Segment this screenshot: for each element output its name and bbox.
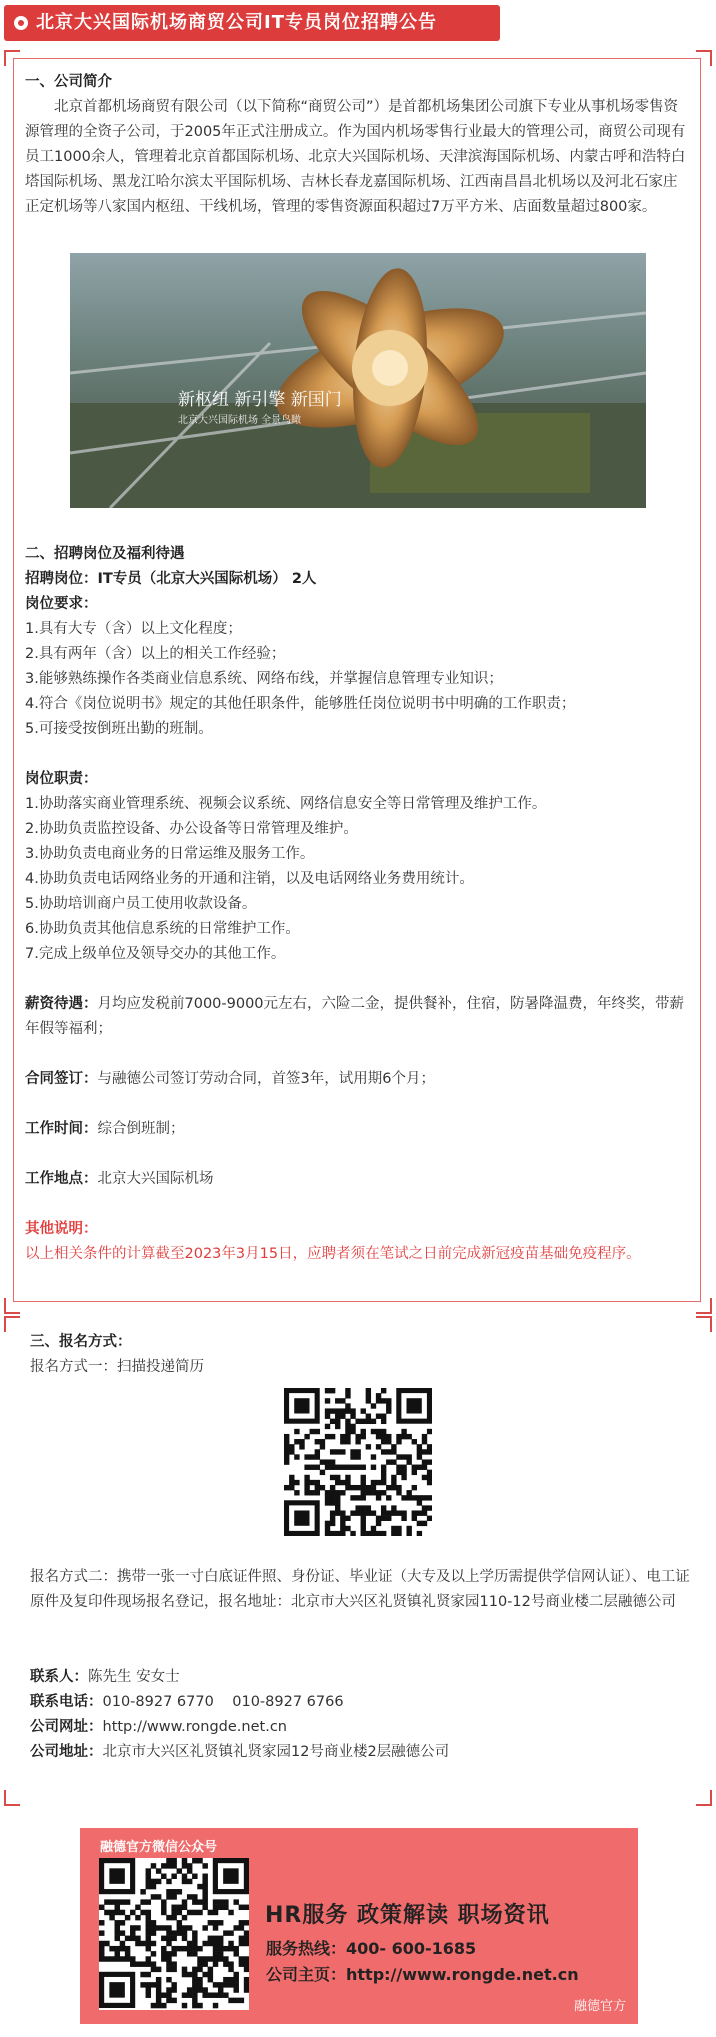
contact-label: 联系人：	[30, 1669, 88, 1685]
qr-code-icon[interactable]	[284, 1388, 432, 1536]
banner-header: 融德官方微信公众号	[100, 1840, 218, 1855]
contract-line	[25, 1067, 435, 1092]
banner-homepage: 公司主页：http://www.rongde.net.cn	[266, 1965, 579, 1984]
worktime-line	[25, 1117, 185, 1142]
phone-line	[30, 1690, 344, 1715]
website-line	[30, 1715, 287, 1740]
contract-value: 与融德公司签订劳动合同，首签3年，试用期6个月；	[97, 1071, 435, 1087]
salary-label: 薪资待遇：	[25, 996, 98, 1012]
other-notes-label: 其他说明：	[25, 1221, 98, 1237]
address-value: 北京市大兴区礼贤镇礼贤家园12号商业楼2层融德公司	[102, 1744, 450, 1760]
wechat-qr-image	[99, 1858, 249, 2010]
bullet-icon	[14, 16, 28, 30]
section-heading-jobs: 二、招聘岗位及福利待遇	[25, 546, 185, 562]
location-value: 北京大兴国际机场	[97, 1171, 214, 1187]
page-title: 北京大兴国际机场商贸公司IT专员岗位招聘公告	[36, 12, 437, 33]
wechat-qr-code-icon[interactable]	[99, 1858, 249, 2010]
corner-ornament-icon	[696, 1790, 712, 1806]
requirement-item: 2.具有两年（含）以上的相关工作经验；	[25, 646, 286, 662]
worktime-value: 综合倒班制；	[97, 1121, 185, 1137]
salary-line	[25, 992, 690, 1042]
duty-item: 4.协助负责电话网络业务的开通和注销，以及电话网络业务费用统计。	[25, 871, 474, 887]
section-heading-intro: 一、公司简介	[25, 74, 112, 90]
website-link[interactable]: http://www.rongde.net.cn	[102, 1719, 287, 1735]
other-notes-value: 以上相关条件的计算截至2023年3月15日，应聘者须在笔试之日前完成新冠疫苗基础免疫程序。	[25, 1246, 641, 1262]
duty-item: 6.协助负责其他信息系统的日常维护工作。	[25, 921, 300, 937]
requirement-item: 5.可接受按倒班出勤的班制。	[25, 721, 213, 737]
qr-code-image	[284, 1388, 432, 1536]
corner-ornament-icon	[4, 1298, 20, 1314]
worktime-label: 工作时间：	[25, 1121, 98, 1137]
airport-aerial-image	[70, 253, 646, 508]
phone-value: 010-8927 6770 010-8927 6766	[102, 1694, 344, 1710]
phone-label: 联系电话：	[30, 1694, 103, 1710]
airport-photo	[70, 253, 646, 508]
section-heading-apply: 三、报名方式：	[30, 1334, 132, 1350]
requirement-item: 3.能够熟练操作各类商业信息系统、网络布线，并掌握信息管理专业知识；	[25, 671, 503, 687]
corner-ornament-icon	[696, 50, 712, 66]
wechat-banner	[80, 1828, 638, 2024]
requirement-item: 1.具有大专（含）以上文化程度；	[25, 621, 242, 637]
position-line	[25, 567, 316, 592]
contact-value: 陈先生 安女士	[88, 1669, 180, 1685]
corner-ornament-icon	[4, 50, 20, 66]
banner-hotline: 服务热线：400- 600-1685	[266, 1939, 477, 1958]
watermark: 融德官方	[573, 1999, 626, 2014]
location-line	[25, 1167, 214, 1192]
location-label: 工作地点：	[25, 1171, 98, 1187]
address-label: 公司地址：	[30, 1744, 103, 1760]
duties-label: 岗位职责：	[25, 771, 98, 787]
salary-value: 月均应发税前7000-9000元左右，六险二金，提供餐补，住宿，防暑降温费，年终奖，带薪年假等福利；	[25, 996, 685, 1037]
duty-item: 7.完成上级单位及领导交办的其他工作。	[25, 946, 286, 962]
requirements-label: 岗位要求：	[25, 596, 98, 612]
address-line	[30, 1740, 449, 1765]
duty-item: 1.协助落实商业管理系统、视频会议系统、网络信息安全等日常管理及维护工作。	[25, 796, 547, 812]
requirement-item: 4.符合《岗位说明书》规定的其他任职条件，能够胜任岗位说明书中明确的工作职责；	[25, 696, 576, 712]
page-title-bar	[4, 5, 500, 41]
duty-item: 5.协助培训商户员工使用收款设备。	[25, 896, 257, 912]
image-subcaption: 北京大兴国际机场 全景鸟瞰	[178, 415, 302, 426]
duty-item: 2.协助负责监控设备、办公设备等日常管理及维护。	[25, 821, 358, 837]
apply-method-2: 报名方式二：携带一张一寸白底证件照、身份证、毕业证（大专及以上学历需提供学信网认证）、电工证原件及复印件现场报名登记，报名地址：北京市大兴区礼贤镇礼贤家园110-12号商业楼二层融德公司	[30, 1569, 690, 1610]
contract-label: 合同签订：	[25, 1071, 98, 1087]
position-value: IT专员（北京大兴国际机场） 2人	[97, 571, 317, 587]
duty-item: 3.协助负责电商业务的日常运维及服务工作。	[25, 846, 315, 862]
intro-paragraph: 北京首都机场商贸有限公司（以下简称“商贸公司”）是首都机场集团公司旗下专业从事机场零售资源管理的全资子公司，于2005年正式注册成立。作为国内机场零售行业最大的管理公司，商贸公司现有员工1000余人，管理着北京首都国际机场、北京大兴国际机场、天津滨海国际机场、内蒙古呼和浩特白塔国际机场、黑龙江哈尔滨太平国际机场、吉林长春龙嘉国际机场、江西南昌昌北机场以及河北石家庄正定机场等八家国内枢纽、干线机场，管理的零售资源面积超过7万平方米、店面数量超过800家。	[25, 99, 686, 215]
website-label: 公司网址：	[30, 1719, 103, 1735]
position-label: 招聘岗位：	[25, 571, 98, 587]
apply-method-1: 报名方式一：扫描投递简历	[30, 1359, 204, 1375]
image-caption: 新枢纽 新引擎 新国门	[178, 390, 342, 410]
banner-slogan: HR服务 政策解读 职场资讯	[265, 1903, 550, 1928]
corner-ornament-icon	[696, 1298, 712, 1314]
corner-ornament-icon	[4, 1790, 20, 1806]
corner-ornament-icon	[4, 1316, 20, 1332]
corner-ornament-icon	[696, 1316, 712, 1332]
contact-line	[30, 1665, 180, 1690]
